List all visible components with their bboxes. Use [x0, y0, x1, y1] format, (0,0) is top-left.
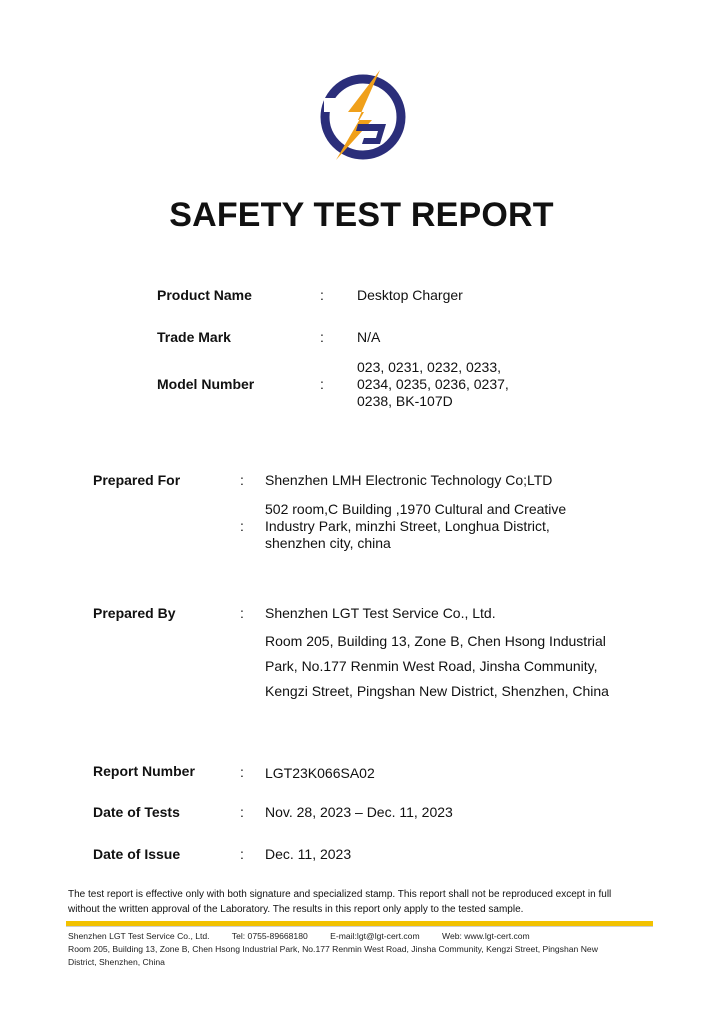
prepared-for-address: [265, 501, 566, 552]
report-title: SAFETY TEST REPORT: [169, 196, 554, 234]
footer-contact-row: [68, 930, 658, 943]
model-line: 0234, 0235, 0236, 0237,: [357, 376, 509, 392]
validity-notice: [68, 887, 658, 917]
product-name-value: Desktop Charger: [357, 287, 463, 303]
report-number-label: Report Number: [93, 763, 195, 779]
report-number-value: LGT23K066SA02: [265, 765, 375, 781]
prepared-for-label: Prepared For: [93, 472, 181, 488]
footer-address-line: District, Shenzhen, China: [68, 957, 165, 967]
model-line: 0238, BK-107D: [357, 393, 453, 409]
colon: :: [320, 329, 324, 345]
footer-web: Web: www.lgt-cert.com: [442, 931, 530, 941]
model-line: 023, 0231, 0232, 0233,: [357, 359, 502, 375]
footer-divider: [66, 926, 653, 927]
product-name-label: Product Name: [157, 287, 252, 303]
address-line: Kengzi Street, Pingshan New District, Shenzhen, China: [265, 683, 609, 699]
address-line: Industry Park, minzhi Street, Longhua District,: [265, 518, 550, 534]
address-line: Park, No.177 Renmin West Road, Jinsha Community,: [265, 658, 598, 674]
model-number-value: [357, 359, 509, 410]
colon: :: [240, 764, 244, 780]
address-line: shenzhen city, china: [265, 535, 391, 551]
page-footer: [68, 930, 658, 969]
date-of-tests-value: Nov. 28, 2023 – Dec. 11, 2023: [265, 804, 453, 820]
notice-line: without the written approval of the Laboratory. The results in this report only apply to the tested sample.: [68, 904, 524, 915]
model-number-label: Model Number: [157, 376, 255, 392]
colon: :: [240, 846, 244, 862]
colon: :: [240, 605, 244, 621]
date-of-tests-label: Date of Tests: [93, 804, 180, 820]
footer-email: E-mail:lgt@lgt-cert.com: [330, 931, 420, 941]
address-line: 502 room,C Building ,1970 Cultural and Creative: [265, 501, 567, 517]
colon: :: [320, 376, 324, 392]
prepared-for-company: Shenzhen LMH Electronic Technology Co;LTD: [265, 472, 553, 488]
footer-address-line: Room 205, Building 13, Zone B, Chen Hsong Industrial Park, No.177 Renmin West Road, Jinsha Community, Kengzi Street, Pingshan New: [68, 944, 598, 954]
prepared-by-company: Shenzhen LGT Test Service Co., Ltd.: [265, 605, 496, 621]
lgt-logo: [318, 68, 408, 162]
colon: :: [240, 472, 244, 488]
colon: :: [320, 287, 324, 303]
prepared-by-label: Prepared By: [93, 605, 176, 621]
colon: :: [240, 518, 244, 534]
footer-tel: Tel: 0755-89668180: [231, 931, 308, 941]
footer-company: Shenzhen LGT Test Service Co., Ltd.: [68, 931, 210, 941]
trade-mark-label: Trade Mark: [157, 329, 231, 345]
date-of-issue-value: Dec. 11, 2023: [265, 846, 352, 862]
date-of-issue-label: Date of Issue: [93, 846, 181, 862]
notice-line: The test report is effective only with both signature and specialized stamp. This report shall not be reproduced except in full: [68, 889, 612, 900]
address-line: Room 205, Building 13, Zone B, Chen Hsong Industrial: [265, 633, 606, 649]
trade-mark-value: N/A: [357, 329, 381, 345]
prepared-by-address: [265, 629, 609, 704]
colon: :: [240, 804, 244, 820]
